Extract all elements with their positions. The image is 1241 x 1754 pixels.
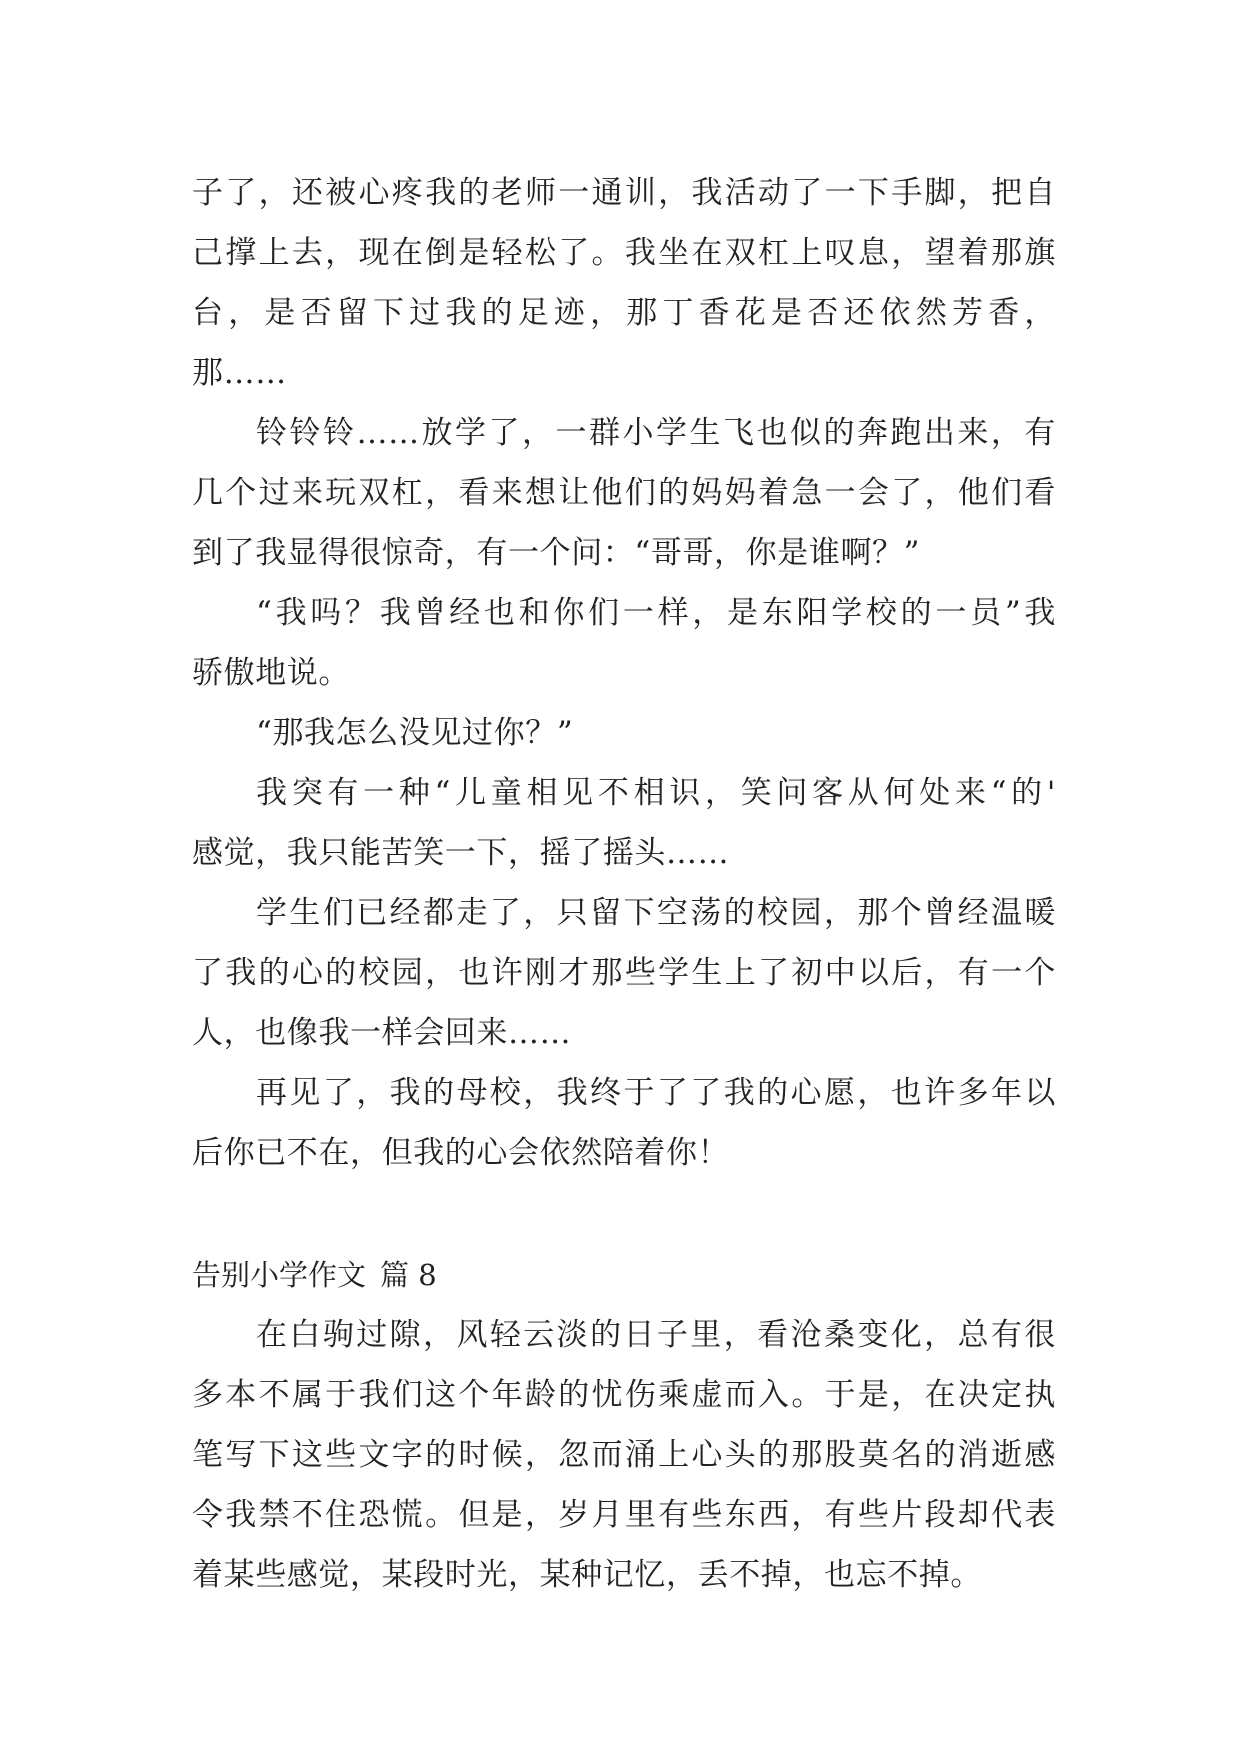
text-line: 着某些感觉，某段时光，某种记忆，丢不掉，也忘不掉。 [192, 1557, 982, 1593]
paragraph-first-line: 在白驹过隙，风轻云淡的日子里，看沧桑变化，总有很 [256, 1317, 1056, 1353]
text-line: 子了，还被心疼我的老师一通训，我活动了一下手脚，把自 [192, 175, 1056, 211]
document-page [192, 163, 1056, 1605]
section-label: 篇 8 [380, 1258, 437, 1292]
paragraph-first-line: 铃铃铃……放学了，一群小学生飞也似的奔跑出来，有 [256, 415, 1056, 451]
paragraph-first-line: “我吗？我曾经也和你们一样，是东阳学校的一员”我 [256, 595, 1056, 631]
essay-continuation [192, 163, 1056, 1183]
text-line: 感觉，我只能苦笑一下，摇了摇头…… [192, 835, 730, 871]
text-line: 骄傲地说。 [192, 655, 350, 691]
text-line: 到了我显得很惊奇，有一个问：“哥哥，你是谁啊？” [192, 535, 921, 571]
text-line: 多本不属于我们这个年龄的忧伤乘虚而入。于是，在决定执 [192, 1377, 1056, 1413]
section-title: 告别小学作文 [192, 1258, 367, 1292]
paragraph-first-line: 学生们已经都走了，只留下空荡的校园，那个曾经温暖 [256, 895, 1056, 931]
text-line: 后你已不在，但我的心会依然陪着你！ [192, 1135, 730, 1171]
essay-section-8 [192, 1305, 1056, 1605]
text-line: 己撑上去，现在倒是轻松了。我坐在双杠上叹息，望着那旗 [192, 235, 1056, 271]
paragraph-first-line: 再见了，我的母校，我终于了了我的心愿，也许多年以 [256, 1075, 1056, 1111]
paragraph-first-line: “那我怎么没见过你？” [256, 715, 574, 751]
section-heading [192, 1245, 1056, 1305]
text-line: 笔写下这些文字的时候，忽而涌上心头的那股莫名的消逝感 [192, 1437, 1056, 1473]
text-line: 了我的心的校园，也许刚才那些学生上了初中以后，有一个 [192, 955, 1056, 991]
text-line: 令我禁不住恐慌。但是，岁月里有些东西，有些片段却代表 [192, 1497, 1056, 1533]
text-line: 几个过来玩双杠，看来想让他们的妈妈着急一会了，他们看 [192, 475, 1056, 511]
text-line: 人，也像我一样会回来…… [192, 1015, 572, 1051]
text-line: 那…… [192, 355, 287, 391]
paragraph-first-line: 我突有一种“儿童相见不相识，笑问客从何处来“的' [256, 775, 1056, 811]
section-spacer [192, 1183, 1056, 1245]
text-line: 台，是否留下过我的足迹，那丁香花是否还依然芳香， [192, 295, 1056, 331]
